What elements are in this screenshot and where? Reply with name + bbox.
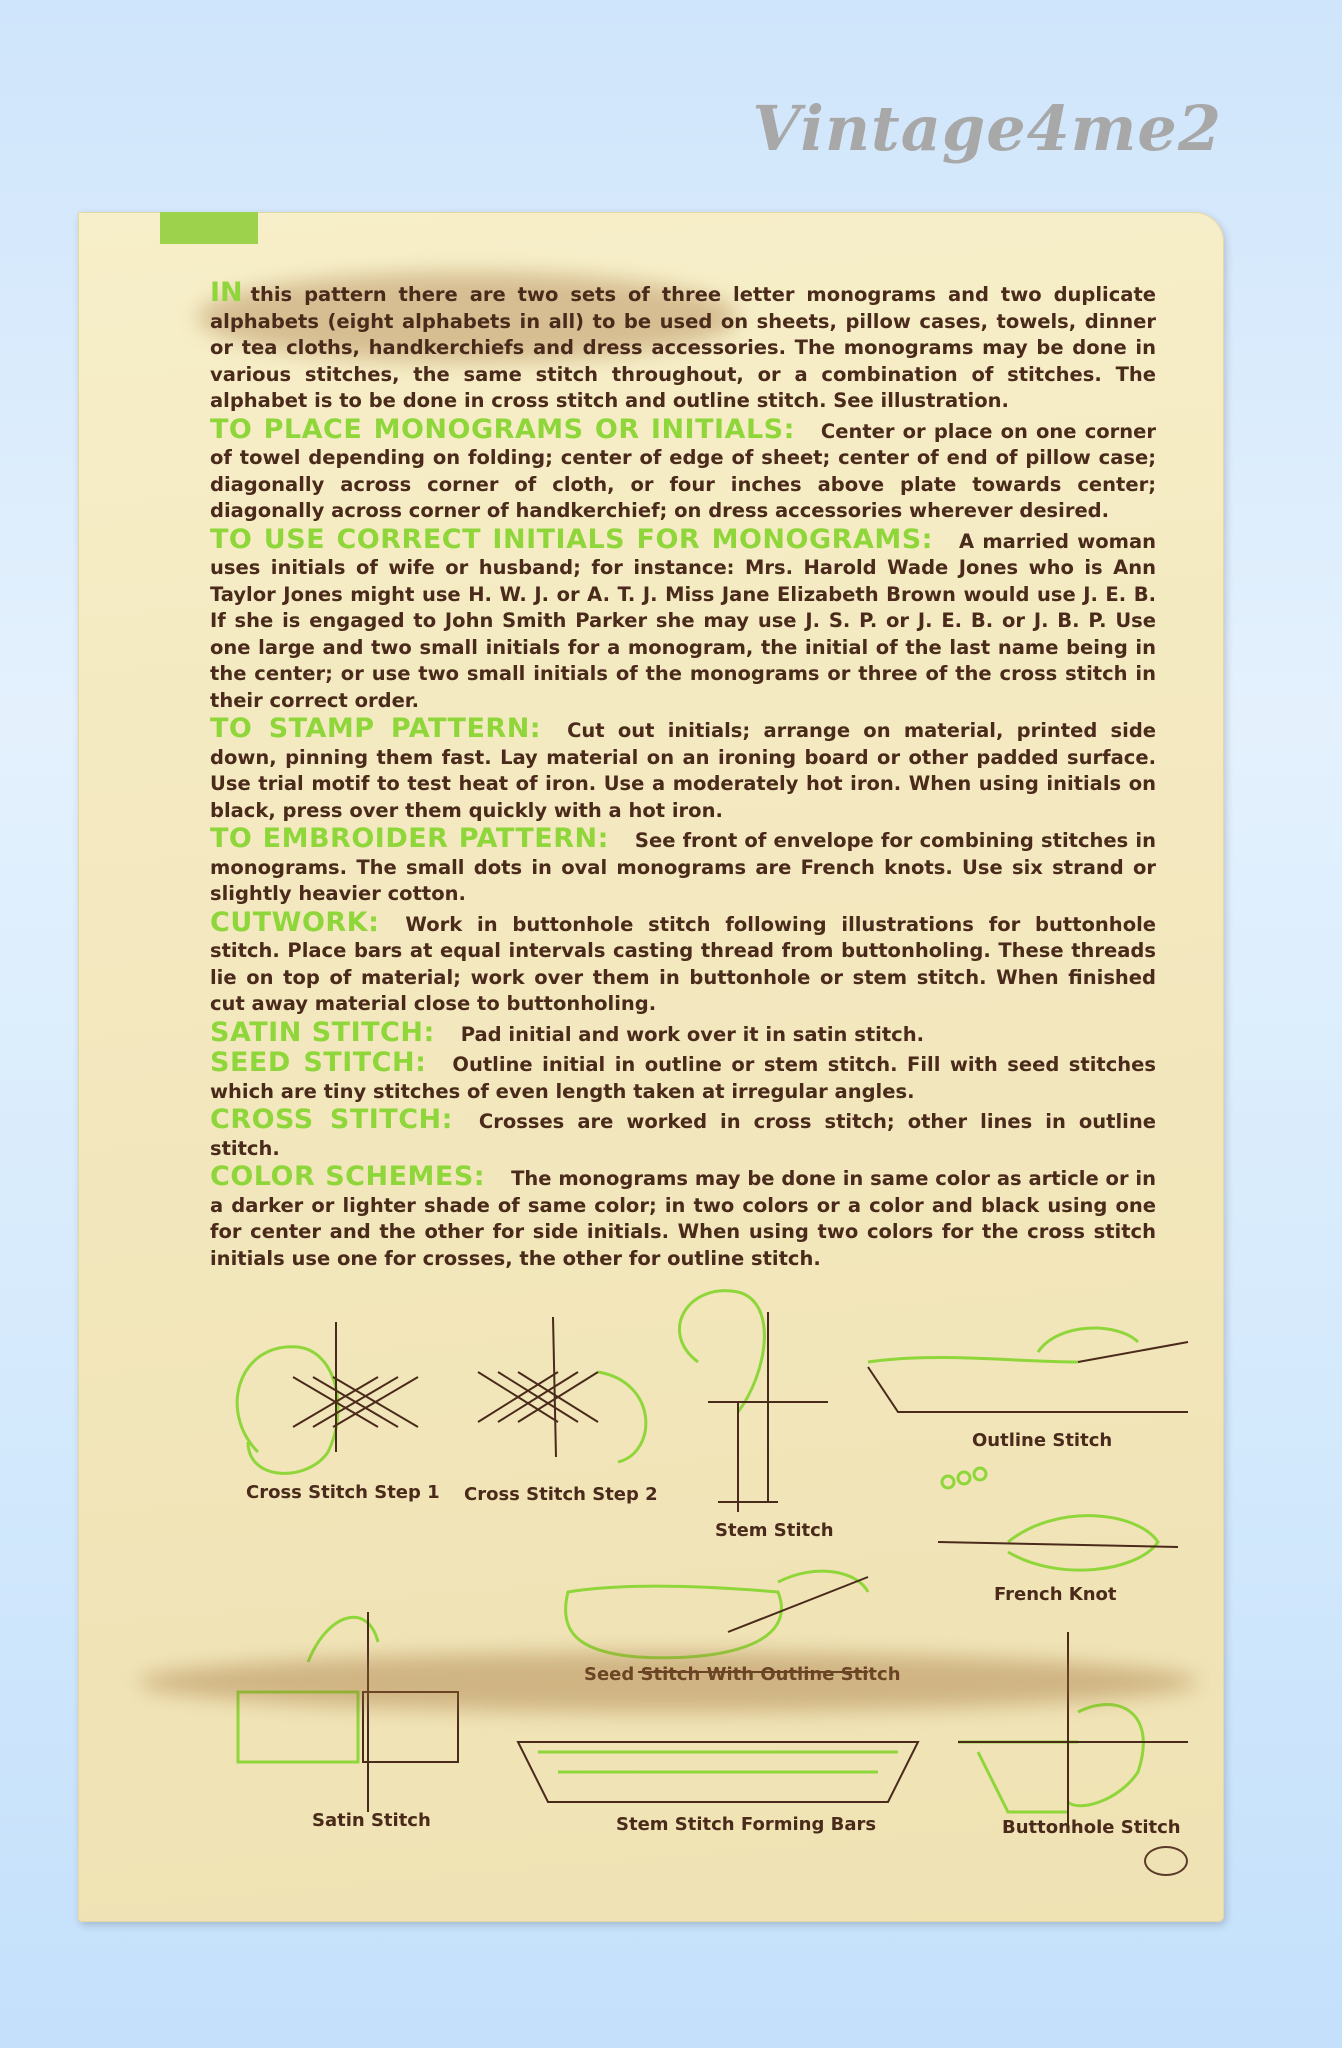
section-heading: COLOR SCHEMES: — [210, 1161, 486, 1192]
caption-seed-stitch: Seed Stitch With Outline Stitch — [584, 1664, 901, 1685]
section-body: Center or place on one corner of towel depending on folding; center of edge of sheet; center of end of pillow case; diagonally across corner of cloth, or four inches above plate towards center; diagonally across corner of handkerchief; on dress accessories wherever desired. — [210, 419, 1156, 522]
section-body: Crosses are worked in cross stitch; other lines in outline stitch. — [210, 1110, 1156, 1160]
intro-lead: IN — [210, 277, 243, 308]
caption-stem-bars: Stem Stitch Forming Bars — [616, 1814, 877, 1835]
section-heading: TO STAMP PATTERN: — [210, 713, 542, 744]
intro-body: this pattern there are two sets of three letter monograms and two duplicate alphabets (eight alphabets in all) to be used on sheets, pillow cases, towels, dinner or tea cloths, handkerchiefs and dress accessories. The monograms may be done in various stitches, the same stitch throughout, or a combination of stitches. The alphabet is to be done in cross stitch and outline stitch. See illustration. — [210, 283, 1156, 412]
section-heading: CROSS STITCH: — [210, 1104, 453, 1135]
caption-outline-stitch: Outline Stitch — [972, 1430, 1113, 1451]
cross-stitch-step-1-drawing — [237, 1322, 418, 1473]
pattern-instruction-sheet — [78, 212, 1224, 1922]
section-body: Cut out initials; arrange on material, printed side down, pinning them fast. Lay material on an ironing board or other padded surface. Use trial motif to test heat of iron. Use a moderately hot iron. When using initials on black, press over them quickly with a hot iron. — [210, 719, 1156, 822]
cross-stitch-step-2-drawing — [478, 1317, 646, 1462]
section-body: The monograms may be done in same color as article or in a darker or lighter shade of same color; in two colors or a color and black using one for center and the other for side initials. When using two colors for the cross stitch initials use one for crosses, the other for outline stitch. — [210, 1167, 1156, 1270]
stem-stitch-drawing — [679, 1291, 828, 1512]
section-body: Outline initial in outline or stem stitch. Fill with seed stitches which are tiny stitches of even length taken at irregular angles. — [210, 1053, 1157, 1103]
watermark: Vintage4me2 — [752, 92, 1222, 165]
section-body: A married woman uses initials of wife or husband; for instance: Mrs. Harold Wade Jones who is Ann Taylor Jones might use H. W. J. or A. T. J. Miss Jane Elizabeth Brown would use J. E. B. If she is engaged to John Smith Parker she may use J. S. P. or J. E. B. or J. B. P. Use one large and two small initials for a monogram, the initial of the last name being in the center; or use two small initials of the monograms or three of the cross stitch in their correct order. — [210, 529, 1156, 712]
section-heading: SEED STITCH: — [210, 1047, 427, 1078]
stem-bars-drawing — [518, 1742, 918, 1802]
section-body: Pad initial and work over it in satin stitch. — [460, 1022, 924, 1046]
caption-cross-stitch-1: Cross Stitch Step 1 — [246, 1482, 440, 1503]
caption-cross-stitch-2: Cross Stitch Step 2 — [464, 1484, 658, 1505]
section-heading: TO EMBROIDER PATTERN: — [210, 823, 609, 854]
caption-stem-stitch: Stem Stitch — [715, 1520, 834, 1541]
section-heading: CUTWORK: — [210, 906, 380, 938]
french-knot-drawing — [938, 1468, 1178, 1570]
outline-stitch-drawing — [868, 1328, 1188, 1412]
section-heading: TO USE CORRECT INITIALS FOR MONOGRAMS: — [210, 523, 933, 555]
stain-bottom — [138, 1652, 1198, 1712]
caption-satin-stitch: Satin Stitch — [312, 1810, 431, 1831]
caption-buttonhole: Buttonhole Stitch — [1002, 1817, 1181, 1838]
section-heading: SATIN STITCH: — [210, 1016, 435, 1048]
section-body: Work in buttonhole stitch following illustrations for buttonhole stitch. Place bars at equal intervals casting thread from buttonholing. These threads lie on top of material; work over them in buttonhole or stem stitch. When finished cut away material close to buttonholing. — [210, 912, 1156, 1015]
section-heading: TO PLACE MONOGRAMS OR INITIALS: — [210, 413, 795, 445]
section-body: See front of envelope for combining stitches in monograms. The small dots in oval monograms are French knots. Use six strand or slightly heavier cotton. — [210, 829, 1156, 905]
caption-french-knot: French Knot — [994, 1584, 1117, 1605]
satin-stitch-drawing — [238, 1612, 458, 1812]
printer-stamp-icon — [1144, 1846, 1188, 1876]
